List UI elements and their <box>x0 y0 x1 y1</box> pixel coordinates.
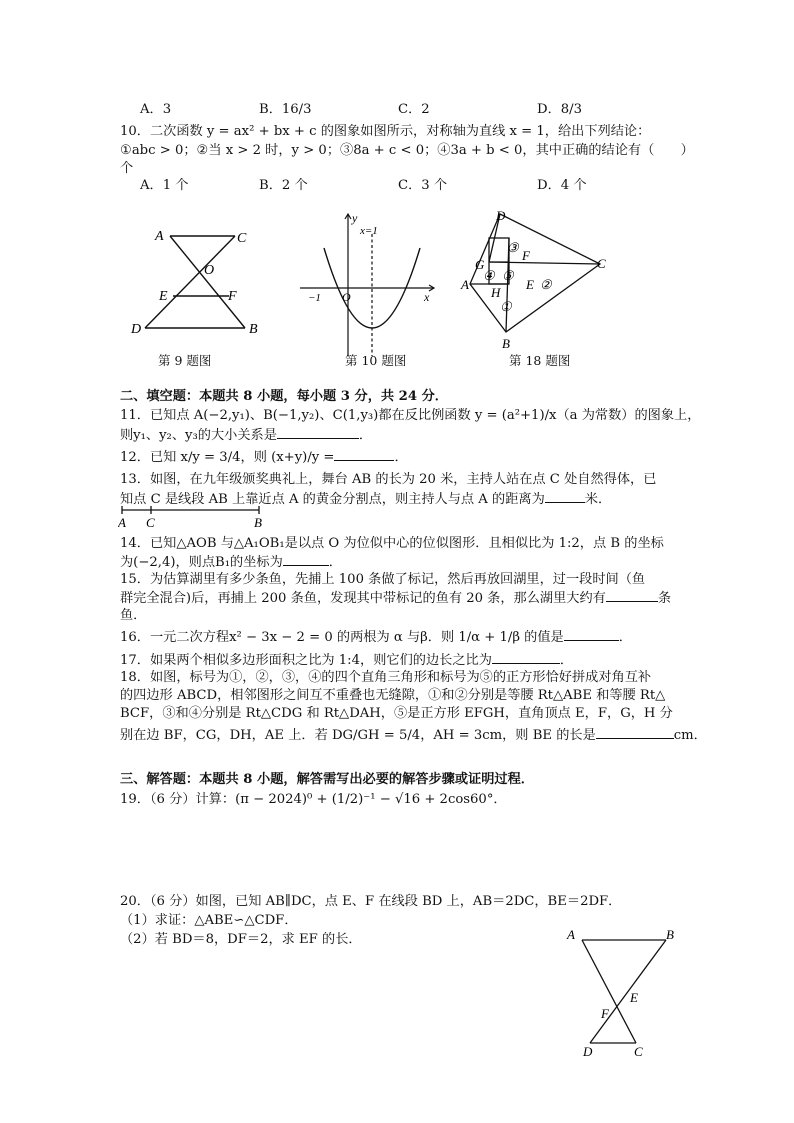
q14-answer-blank[interactable] <box>283 553 329 566</box>
fig18-label-g: G <box>475 257 485 272</box>
q13-label-c: C <box>146 515 155 529</box>
figure-9-caption: 第 9 题图 <box>158 353 212 368</box>
fig20-label-a: A <box>567 927 575 942</box>
q10-line1: 10．二次函数 y = ax² + bx + c 的图象如图所示，对称轴为直线 x = 1，给出下列结论： <box>120 124 651 139</box>
fig18-label-a: A <box>461 277 469 292</box>
q9-option-d: D．8/3 <box>537 102 582 117</box>
figure-9-hourglass <box>125 222 275 340</box>
fig18-label-4: ④ <box>483 268 495 283</box>
fig20-label-c: C <box>634 1044 643 1059</box>
q11-answer-blank[interactable] <box>277 426 359 439</box>
q12-line: 12．已知 x/y = 3/4，则 (x+y)/y = ． <box>120 450 408 465</box>
fig9-label-d: D <box>131 322 142 337</box>
fig18-label-f: F <box>522 248 530 263</box>
fig18-label-2: ② <box>540 277 552 292</box>
q18-line3: BCF，③和④分别是 Rt△CDG 和 Rt△DAH，⑤是正方形 EFGH，直角顶点 E，F，G，H 分 <box>120 706 673 721</box>
fig10-label-x: x <box>424 290 430 304</box>
fig18-label-e: E <box>526 277 534 292</box>
fig9-label-b: B <box>249 322 258 337</box>
fig20-label-d: D <box>583 1044 593 1059</box>
fig20-label-b: B <box>666 927 674 942</box>
fig18-label-h: H <box>491 285 501 300</box>
fig9-label-e: E <box>159 289 168 304</box>
q18-text: 别在边 BF，CG，DH，AE 上．若 DG/GH = 5/4，AH = 3cm，则 BE 的长是 <box>120 728 596 743</box>
q15-line2 <box>120 589 671 607</box>
q13-text-end: 米． <box>584 492 612 507</box>
q10-line3: 个 <box>120 161 134 176</box>
q9-option-c: C．2 <box>398 102 430 117</box>
q15-line1: 15．为估算湖里有多少条鱼，先捕上 100 条做了标记，然后再放回湖里，过一段时间（鱼 <box>120 572 646 587</box>
fig20-label-e: E <box>630 990 638 1005</box>
q18-text-end: cm． <box>673 728 707 743</box>
fig10-label-o: O <box>342 290 351 304</box>
q11-line2: 则y₁、y₂、y₃的大小关系是 ． <box>120 428 373 443</box>
q11-line1: 11．已知点 A(−2,y₁)、B(−1,y₂)、C(1,y₃)都在反比例函数 y = (a²+1)/x（a 为常数）的图象上， <box>120 408 701 423</box>
fig18-label-c: C <box>597 256 606 271</box>
fig20-label-f: F <box>601 1006 609 1021</box>
q9-option-a: A．3 <box>140 102 172 117</box>
q15-text-end: 条 <box>657 591 672 606</box>
fig18-label-5: ⑤ <box>502 268 514 283</box>
q18-line4 <box>120 726 707 744</box>
fig18-label-d: D <box>496 208 506 223</box>
q17-text: 17．如果两个相似多边形面积之比为 1:4，则它们的边长之比为 <box>120 653 492 668</box>
fig18-label-b: B <box>502 336 510 351</box>
q13-label-a: A <box>118 515 126 529</box>
fig10-label-y: y <box>352 211 358 225</box>
q10-option-c: C．3 个 <box>398 178 448 193</box>
q10-option-b: B．2 个 <box>259 178 308 193</box>
q13-line1: 13．如图，在九年级颁奖典礼上，舞台 AB 的长为 20 米，主持人站在点 C 处自然得体，已 <box>120 472 657 487</box>
q15-line3: 鱼． <box>120 608 147 623</box>
q20-line1: 20．（6 分）如图，已知 AB∥DC，点 E、F 在线段 BD 上，AB＝2DC，BE＝2DF． <box>120 894 622 909</box>
q13-label-b: B <box>254 515 262 529</box>
q20-part2: （2）若 BD＝8，DF＝2，求 EF 的长． <box>120 932 362 947</box>
fig9-label-a: A <box>155 229 164 244</box>
q13-segment-figure <box>118 505 268 529</box>
q20-part1: （1）求证：△ABE∽△CDF． <box>120 913 298 928</box>
q14-line1: 14．已知△AOB 与△A₁OB₁是以点 O 为位似中心的位似图形．且相似比为 1:2，点 B 的坐标 <box>120 536 664 551</box>
q13-text: 知点 C 是线段 AB 上靠近点 A 的黄金分割点，则主持人与点 A 的距离为 <box>120 492 545 507</box>
fig10-label-x1: x=1 <box>360 225 378 237</box>
q17-answer-blank[interactable] <box>492 651 560 664</box>
q16-text: 16．一元二次方程x² − 3x − 2 = 0 的两根为 α 与β．则 1/α + 1/β 的值是 <box>120 630 564 645</box>
q18-line1: 18．如图，标号为①，②，③，④的四个直角三角形和标号为⑤的正方形恰好拼成对角互补 <box>120 670 652 685</box>
q13-answer-blank[interactable] <box>545 490 585 503</box>
figure-18-caption: 第 18 题图 <box>509 353 571 368</box>
q10-option-d: D．4 个 <box>537 178 587 193</box>
q15-answer-blank[interactable] <box>606 589 658 602</box>
q19-line: 19．（6 分）计算：(π − 2024)⁰ + (1/2)⁻¹ − √16 + 2cos60°． <box>120 792 507 807</box>
figure-20-similar-triangles <box>562 924 686 1060</box>
q10-option-a: A．1 个 <box>140 178 189 193</box>
section-2-heading: 二、填空题：本题共 8 小题，每小题 3 分，共 24 分． <box>120 389 448 404</box>
figure-18-quadrilateral <box>458 206 618 352</box>
fig9-label-o: O <box>204 263 215 278</box>
fig9-label-c: C <box>237 231 247 246</box>
q12-text: 12．已知 x/y = 3/4，则 (x+y)/y = <box>120 450 335 465</box>
q9-option-b: B．16/3 <box>259 102 312 117</box>
q12-answer-blank[interactable] <box>334 448 394 461</box>
fig9-label-f: F <box>228 289 237 304</box>
section-3-heading: 三、解答题：本题共 8 小题，解答需写出必要的解答步骤或证明过程． <box>120 772 534 787</box>
fig10-label-minus1: −1 <box>308 292 321 304</box>
q16-line: 16．一元二次方程x² − 3x − 2 = 0 的两根为 α 与β．则 1/α + 1/β 的值是 ． <box>120 630 632 645</box>
q14-line2: 为(−2,4)，则点B₁的坐标为 ． <box>120 555 342 570</box>
q11-text: 则y₁、y₂、y₃的大小关系是 <box>120 428 277 443</box>
q14-text: 为(−2,4)，则点B₁的坐标为 <box>120 555 283 570</box>
q18-answer-blank[interactable] <box>596 726 674 739</box>
fig18-label-1: ① <box>500 299 512 314</box>
q16-answer-blank[interactable] <box>564 628 619 641</box>
fig18-label-3: ③ <box>507 240 519 255</box>
q15-text: 群完全混合)后，再捕上 200 条鱼，发现其中带标记的鱼有 20 条，那么湖里大约有 <box>120 591 606 606</box>
q17-line: 17．如果两个相似多边形面积之比为 1:4，则它们的边长之比为 ． <box>120 653 574 668</box>
figure-10-parabola <box>296 208 442 358</box>
q10-line2: ①abc > 0；②当 x > 2 时，y > 0；③8a + c < 0；④3a + b < 0，其中正确的结论有（ ） <box>120 143 694 158</box>
figure-10-caption: 第 10 题图 <box>345 353 407 368</box>
q18-line2: 的四边形 ABCD，相邻图形之间互不重叠也无缝隙，①和②分别是等腰 Rt△ABE 和等腰 Rt△ <box>120 688 666 703</box>
